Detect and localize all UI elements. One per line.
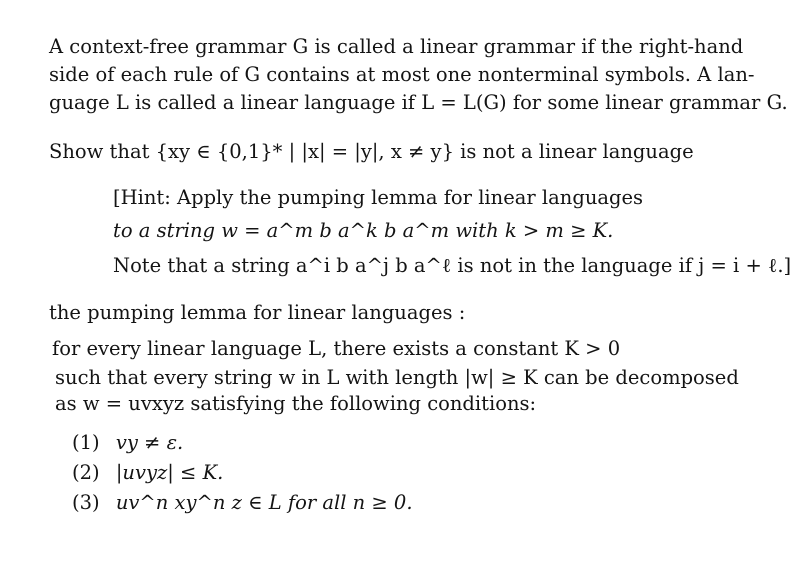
lemma-line-3: as w = uvxyz satisfying the following conditions:: [55, 392, 537, 415]
condition-1: [72, 431, 183, 455]
condition-text: vy ≠ ε.: [115, 431, 184, 454]
definition-line-1: A context-free grammar G is called a linear grammar if the right-hand: [49, 35, 744, 58]
lemma-line-1: for every linear language L, there exists a constant K > 0: [52, 337, 621, 360]
condition-label: (2): [72, 461, 100, 484]
problem-statement: Show that {xy ∈ {0,1}* | |x| = |y|, x ≠ y} is not a linear language: [49, 140, 694, 163]
definition-line-2: side of each rule of G contains at most one nonterminal symbols. A lan-: [49, 63, 755, 86]
condition-text: uv^n xy^n z ∈ L for all n ≥ 0.: [115, 491, 413, 514]
condition-label: (3): [72, 491, 100, 514]
hint-line-2: to a string w = a^m b a^k b a^m with k > m ≥ K.: [113, 219, 614, 242]
lemma-heading: the pumping lemma for linear languages :: [49, 301, 466, 324]
lemma-line-2: such that every string w in L with length |w| ≥ K can be decomposed: [55, 366, 739, 389]
condition-2: [72, 461, 223, 485]
definition-line-3: guage L is called a linear language if L = L(G) for some linear grammar G.: [49, 91, 788, 114]
condition-label: (1): [72, 431, 100, 454]
hint-line-1: [Hint: Apply the pumping lemma for linear languages: [113, 186, 644, 209]
hint-line-3: Note that a string a^i b a^j b a^ℓ is not in the language if j = i + ℓ.]: [113, 254, 792, 277]
condition-text: |uvyz| ≤ K.: [115, 461, 224, 484]
condition-3: [72, 491, 413, 515]
